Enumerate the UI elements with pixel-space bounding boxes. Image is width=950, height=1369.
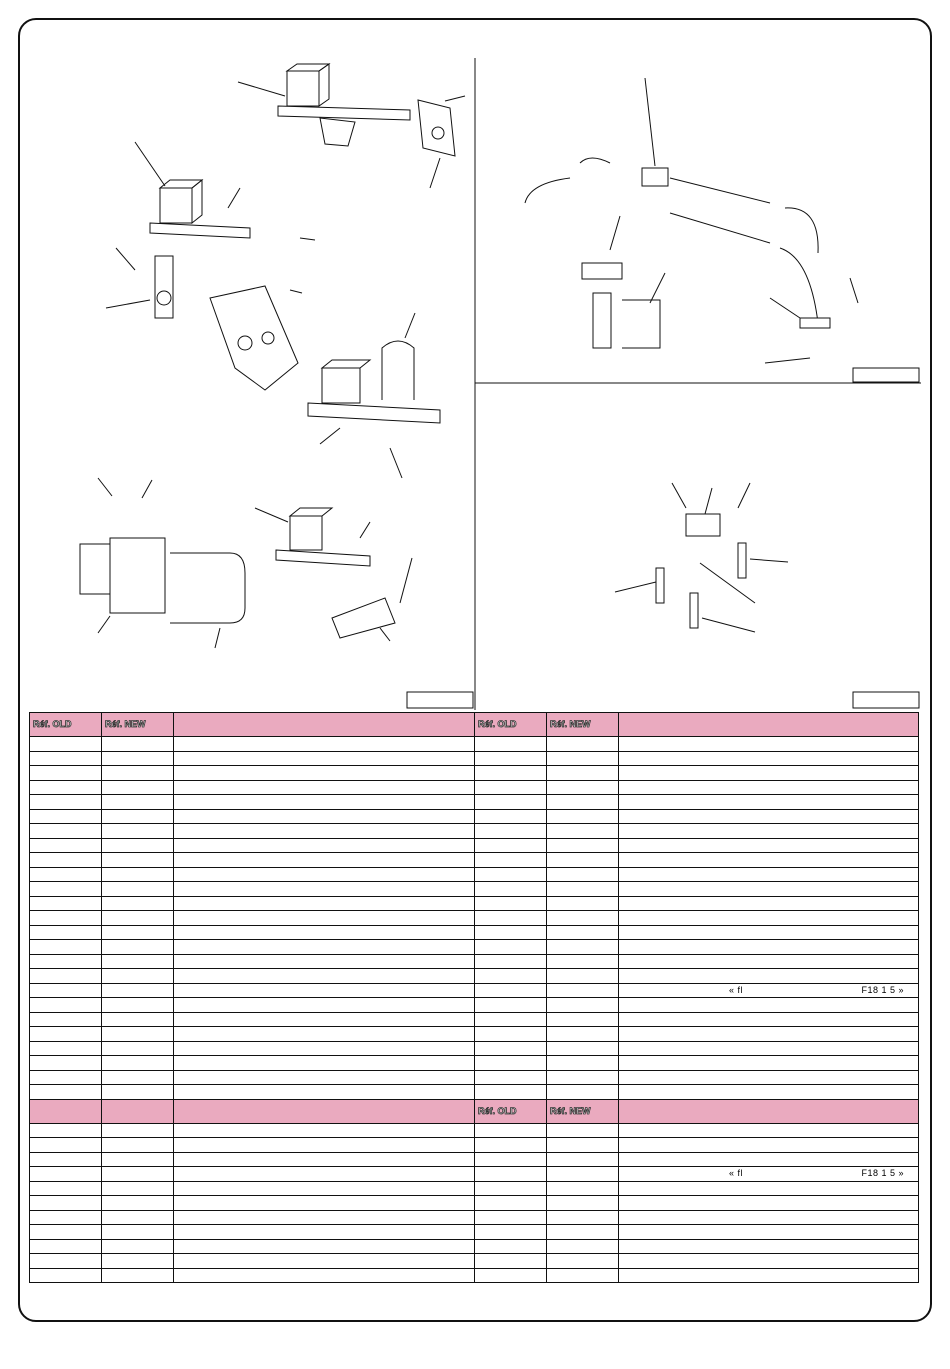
header-designation: [174, 713, 475, 737]
table-cell: [475, 838, 547, 853]
table-cell: [547, 737, 619, 752]
table-cell: [619, 1056, 919, 1071]
table-cell: [30, 1268, 102, 1283]
header-ref-old-2: Réf. OLD: [475, 713, 547, 737]
table-cell: [102, 867, 174, 882]
table-cell: [30, 1210, 102, 1225]
table-cell: [619, 896, 919, 911]
table-row: [30, 751, 919, 766]
table-cell: [547, 911, 619, 926]
table-cell: [619, 751, 919, 766]
table-cell: [547, 882, 619, 897]
table-cell: [30, 969, 102, 984]
square-tube-bracket-top: [238, 64, 465, 188]
table-cell: [547, 853, 619, 868]
table-row: [30, 1210, 919, 1225]
header-ref-new-2: Réf. NEW: [547, 713, 619, 737]
table-cell: [30, 954, 102, 969]
table-cell: [547, 1056, 619, 1071]
table-cell: [475, 853, 547, 868]
figure-label-box-a: [407, 692, 473, 708]
table-cell: [30, 1041, 102, 1056]
table-cell: [475, 780, 547, 795]
table-cell: [30, 1123, 102, 1138]
table-cell: [30, 1070, 102, 1085]
table-cell: [475, 809, 547, 824]
table-row: [30, 1027, 919, 1042]
table-cell: [619, 1268, 919, 1283]
table-cell: [475, 1254, 547, 1269]
table-cell: [619, 1239, 919, 1254]
table-cell: [174, 925, 475, 940]
table-cell: [102, 1138, 174, 1153]
table-row: [30, 1196, 919, 1211]
table-cell: [102, 896, 174, 911]
table-cell: [30, 867, 102, 882]
table-cell: [475, 1210, 547, 1225]
table-cell: [619, 969, 919, 984]
exploded-diagrams: [10, 38, 921, 710]
table-cell: [619, 1012, 919, 1027]
parts-list-table: [29, 712, 919, 1283]
table-cell: [174, 751, 475, 766]
table-cell: [174, 1012, 475, 1027]
table-cell: [174, 940, 475, 955]
note-cell-1: « fl F18 1 5 »: [619, 983, 919, 998]
table-cell: [547, 983, 619, 998]
table-cell: [475, 1152, 547, 1167]
table-cell: [547, 998, 619, 1013]
table-cell: [547, 1027, 619, 1042]
table-cell: [475, 969, 547, 984]
table-cell: [30, 1056, 102, 1071]
table-cell: [619, 853, 919, 868]
table-row: [30, 1041, 919, 1056]
bracket-angle-bottom-right: [255, 508, 412, 641]
table-cell: [619, 1123, 919, 1138]
table-cell: [174, 983, 475, 998]
table-cell: [30, 1152, 102, 1167]
table-cell: [102, 824, 174, 839]
table-cell: [30, 1085, 102, 1100]
table-cell: [30, 1138, 102, 1153]
table-cell: [30, 1012, 102, 1027]
table-cell: [547, 1085, 619, 1100]
table-cell: [102, 1056, 174, 1071]
table-cell: [174, 954, 475, 969]
table-cell: [547, 809, 619, 824]
table-cell: [102, 1196, 174, 1211]
note-cell-2: « fl F18 1 5 »: [619, 1167, 919, 1182]
table-cell: [475, 1123, 547, 1138]
table-cell: [174, 1181, 475, 1196]
table-cell: [174, 795, 475, 810]
table-cell: [619, 911, 919, 926]
table-row: [30, 998, 919, 1013]
table-cell: [475, 911, 547, 926]
table-cell: [102, 1123, 174, 1138]
table-cell: [475, 954, 547, 969]
table-cell: [475, 1239, 547, 1254]
table-cell: [102, 737, 174, 752]
table-row: [30, 1070, 919, 1085]
table-cell: [619, 1070, 919, 1085]
table-cell: [174, 780, 475, 795]
table-cell: [174, 1225, 475, 1240]
table-cell: [619, 867, 919, 882]
table-cell: [475, 766, 547, 781]
table-cell: [30, 882, 102, 897]
table-row: [30, 983, 919, 998]
table-row: [30, 867, 919, 882]
table-cell: [102, 780, 174, 795]
table-cell: [102, 809, 174, 824]
table-cell: [174, 998, 475, 1013]
table-cell: [174, 896, 475, 911]
table-cell: [475, 1181, 547, 1196]
table-cell: [30, 911, 102, 926]
table-cell: [102, 911, 174, 926]
header-ref-old-3: Réf. OLD: [475, 1099, 547, 1123]
table-cell: [102, 1268, 174, 1283]
table-cell: [619, 795, 919, 810]
table-cell: [475, 737, 547, 752]
table-cell: [102, 969, 174, 984]
table-cell: [475, 867, 547, 882]
table-cell: [547, 867, 619, 882]
table-cell: [547, 954, 619, 969]
hydraulic-valve-assembly: [525, 78, 858, 363]
table-cell: [619, 882, 919, 897]
table-cell: [174, 1196, 475, 1211]
table-cell: [30, 940, 102, 955]
lever-valve-assembly: [615, 483, 788, 632]
table-cell: [619, 766, 919, 781]
table-cell: [619, 940, 919, 955]
square-tube-bracket-middle: [106, 142, 315, 390]
table-row: [30, 1085, 919, 1100]
table-cell: [619, 1225, 919, 1240]
table-row: [30, 1167, 919, 1182]
table-cell: [102, 983, 174, 998]
table-cell: [475, 1056, 547, 1071]
table-cell: [102, 1225, 174, 1240]
table-cell: [30, 809, 102, 824]
table-cell: [475, 983, 547, 998]
table-cell: [475, 1012, 547, 1027]
table-cell: [174, 1239, 475, 1254]
bracket-u-bolt-bottom-left: [80, 478, 245, 648]
table-row: [30, 1138, 919, 1153]
table-cell: [102, 940, 174, 955]
table-row: [30, 1012, 919, 1027]
table-cell: [475, 1167, 547, 1182]
table-cell: [102, 998, 174, 1013]
u-bolt-plate-assembly: [308, 313, 440, 478]
header-designation-3: [619, 1099, 919, 1123]
table-cell: [475, 1196, 547, 1211]
table-cell: [174, 1027, 475, 1042]
table-cell: [475, 824, 547, 839]
table-row: [30, 882, 919, 897]
table-cell: [619, 1181, 919, 1196]
table-cell: [30, 1239, 102, 1254]
table-cell: [30, 1225, 102, 1240]
diagram-canvas: [10, 38, 921, 710]
table-cell: [619, 998, 919, 1013]
table-row: [30, 925, 919, 940]
table-cell: [102, 1070, 174, 1085]
table-cell: [475, 795, 547, 810]
table-cell: [102, 954, 174, 969]
table-cell: [174, 867, 475, 882]
table-cell: [102, 1085, 174, 1100]
table-row: [30, 780, 919, 795]
table-header-row-2: [30, 1099, 919, 1123]
header-ref-old: Réf. OLD: [30, 713, 102, 737]
table-row: [30, 911, 919, 926]
table-cell: [547, 1123, 619, 1138]
table-cell: [102, 838, 174, 853]
table-cell: [475, 998, 547, 1013]
table-row: [30, 1239, 919, 1254]
table-cell: [547, 1138, 619, 1153]
table-row: [30, 766, 919, 781]
table-cell: [475, 1268, 547, 1283]
table-cell: [619, 780, 919, 795]
table-cell: [547, 1225, 619, 1240]
table-cell: [30, 1167, 102, 1182]
table-row: [30, 853, 919, 868]
table-cell: [619, 1027, 919, 1042]
table-cell: [547, 925, 619, 940]
table-cell: [102, 1210, 174, 1225]
table-cell: [547, 1196, 619, 1211]
table-cell: [475, 1070, 547, 1085]
table-cell: [102, 925, 174, 940]
table-cell: [102, 1027, 174, 1042]
table-row: [30, 940, 919, 955]
table-cell: [174, 1123, 475, 1138]
table-row: [30, 1152, 919, 1167]
table-cell: [30, 780, 102, 795]
table-cell: [547, 795, 619, 810]
header-ref-new: Réf. NEW: [102, 713, 174, 737]
table-cell: [30, 1196, 102, 1211]
table-row: [30, 954, 919, 969]
table-cell: [174, 1210, 475, 1225]
table-cell: [475, 1225, 547, 1240]
table-cell: [174, 853, 475, 868]
table-cell: [30, 853, 102, 868]
table-cell: [102, 1254, 174, 1269]
table-cell: [30, 1254, 102, 1269]
table-cell: [475, 925, 547, 940]
table-row: [30, 824, 919, 839]
table-cell: [174, 911, 475, 926]
table-cell: [547, 1167, 619, 1182]
table-cell: [30, 1181, 102, 1196]
table-cell: [30, 998, 102, 1013]
table-cell: [30, 737, 102, 752]
table-cell: [475, 882, 547, 897]
table-cell: [547, 1210, 619, 1225]
table-row: [30, 1056, 919, 1071]
table-cell: [619, 1085, 919, 1100]
table-cell: [102, 1239, 174, 1254]
table-cell: [102, 882, 174, 897]
table-cell: [547, 1041, 619, 1056]
table-cell: [619, 838, 919, 853]
table-cell: [30, 766, 102, 781]
table-row: [30, 809, 919, 824]
table-cell: [174, 1268, 475, 1283]
table-cell: [619, 824, 919, 839]
table-cell: [30, 925, 102, 940]
table-cell: [547, 940, 619, 955]
table-cell: [547, 780, 619, 795]
table-row: [30, 737, 919, 752]
table-cell: [30, 983, 102, 998]
table-cell: [475, 1138, 547, 1153]
table-cell: [174, 1085, 475, 1100]
table-row: [30, 896, 919, 911]
table-row: [30, 838, 919, 853]
table-cell: [102, 795, 174, 810]
table-header-row: [30, 713, 919, 737]
table-cell: [619, 1254, 919, 1269]
table-cell: [619, 737, 919, 752]
table-cell: [102, 1041, 174, 1056]
table-cell: [619, 954, 919, 969]
table-row: [30, 1123, 919, 1138]
table-cell: [174, 1070, 475, 1085]
table-cell: [30, 795, 102, 810]
table-row: [30, 1181, 919, 1196]
table-cell: [174, 1152, 475, 1167]
table-cell: [102, 1167, 174, 1182]
table-cell: [102, 853, 174, 868]
table-cell: [619, 1152, 919, 1167]
table-cell: [619, 809, 919, 824]
table-row: [30, 969, 919, 984]
table-cell: [619, 925, 919, 940]
table-cell: [475, 940, 547, 955]
table-cell: [174, 1041, 475, 1056]
table-cell: [102, 751, 174, 766]
table-cell: [547, 1239, 619, 1254]
table-cell: [475, 1027, 547, 1042]
table-cell: [174, 1254, 475, 1269]
table-cell: [547, 838, 619, 853]
table-cell: [174, 766, 475, 781]
table-row: [30, 795, 919, 810]
table-cell: [174, 838, 475, 853]
table-cell: [547, 766, 619, 781]
table-cell: [102, 1181, 174, 1196]
table-cell: [102, 766, 174, 781]
table-cell: [475, 1085, 547, 1100]
table-cell: [30, 838, 102, 853]
table-cell: [547, 1152, 619, 1167]
table-cell: [174, 1056, 475, 1071]
table-row: [30, 1268, 919, 1283]
table-cell: [102, 1012, 174, 1027]
table-cell: [102, 1152, 174, 1167]
table-cell: [475, 896, 547, 911]
table-cell: [174, 809, 475, 824]
table-cell: [174, 737, 475, 752]
table-cell: [547, 824, 619, 839]
table-cell: [619, 1041, 919, 1056]
table-cell: [619, 1196, 919, 1211]
table-cell: [30, 824, 102, 839]
table-cell: [30, 896, 102, 911]
table-cell: [547, 1181, 619, 1196]
table-cell: [475, 751, 547, 766]
table-row: [30, 1225, 919, 1240]
table-cell: [547, 751, 619, 766]
table-row: [30, 1254, 919, 1269]
table-cell: [619, 1210, 919, 1225]
table-cell: [475, 1041, 547, 1056]
table-cell: [174, 1138, 475, 1153]
table-cell: [547, 1012, 619, 1027]
table-cell: [619, 1138, 919, 1153]
figure-label-box-c: [853, 692, 919, 708]
table-cell: [30, 751, 102, 766]
table-cell: [547, 1268, 619, 1283]
table-cell: [547, 1254, 619, 1269]
table-cell: [547, 1070, 619, 1085]
table-cell: [30, 1027, 102, 1042]
figure-label-box-b: [853, 368, 919, 382]
table-cell: [547, 896, 619, 911]
table-cell: [547, 969, 619, 984]
table-cell: [174, 969, 475, 984]
table-cell: [174, 1167, 475, 1182]
table-cell: [174, 882, 475, 897]
table-cell: [174, 824, 475, 839]
header-designation-2: [619, 713, 919, 737]
header-ref-new-3: Réf. NEW: [547, 1099, 619, 1123]
